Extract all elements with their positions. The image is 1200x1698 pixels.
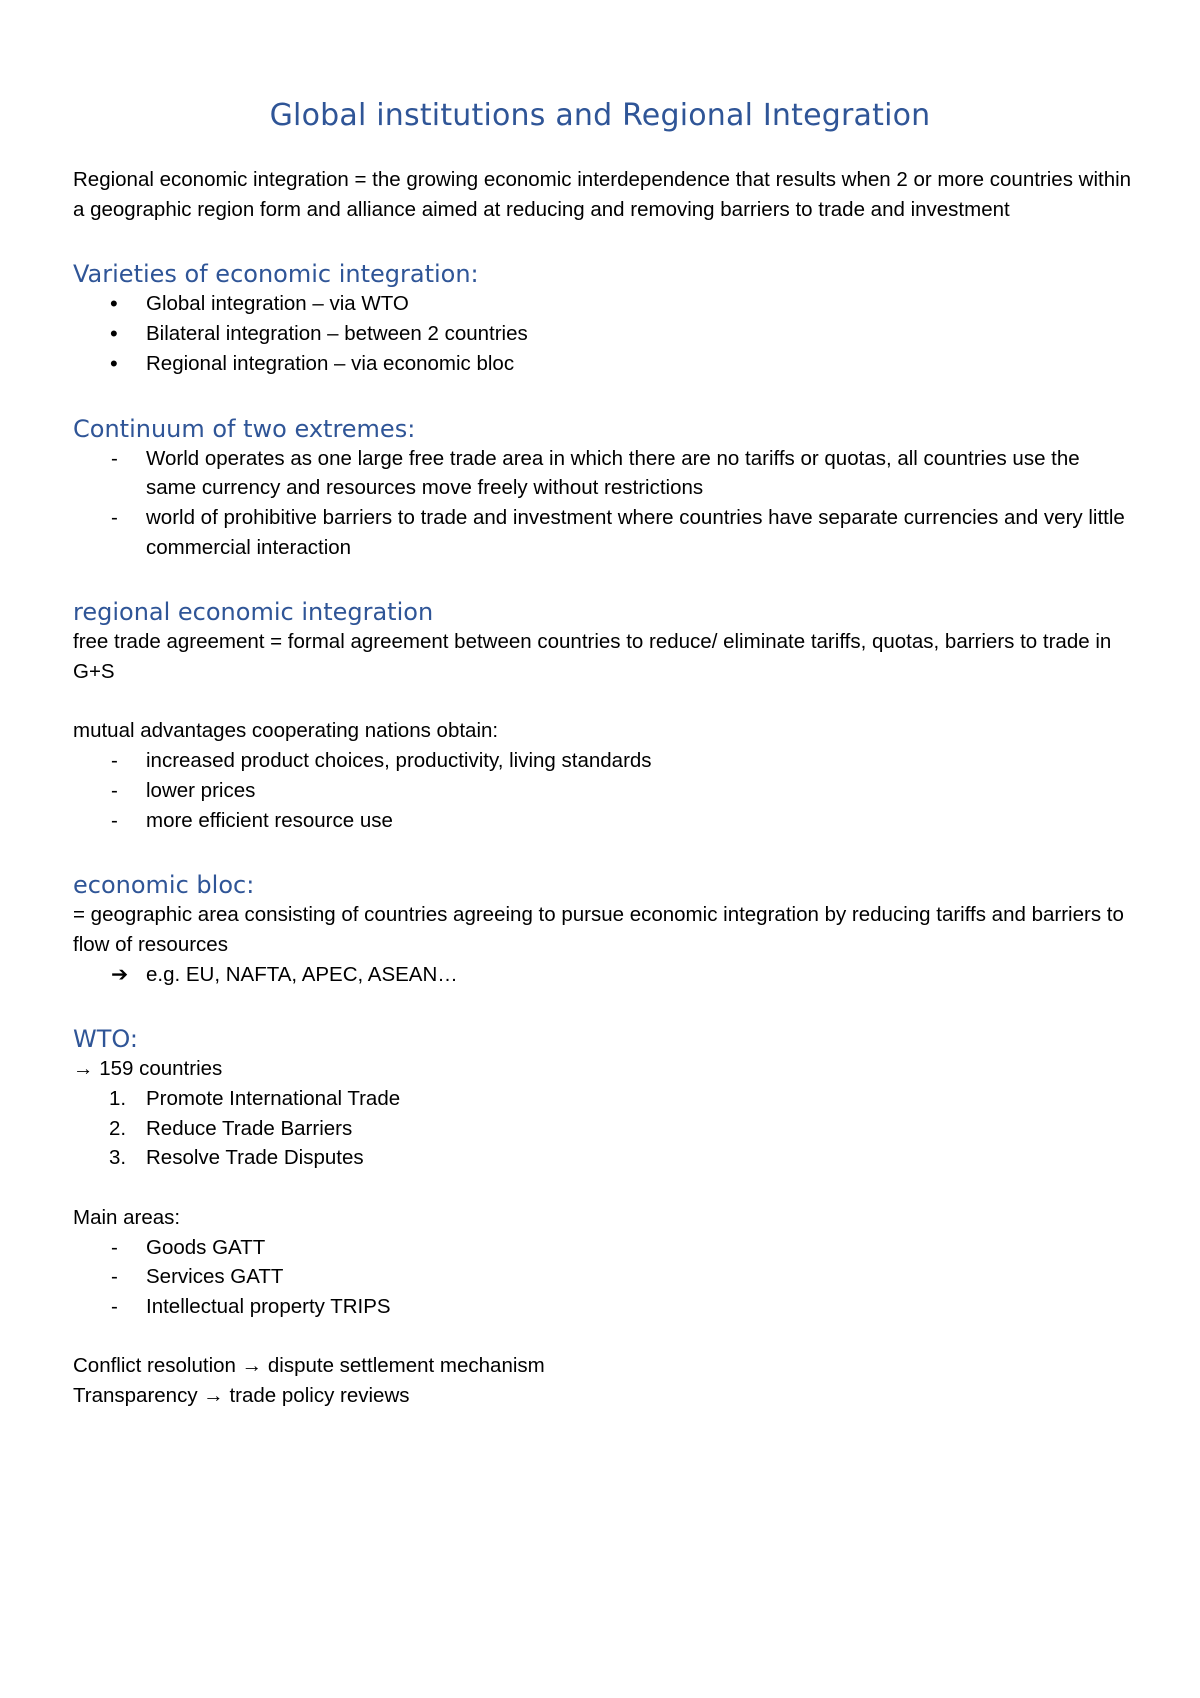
list-item [73, 1084, 1133, 1114]
list-item [73, 806, 1133, 836]
dash-marker: - [111, 778, 118, 802]
list-item [73, 1292, 1133, 1322]
transparency-line [73, 1381, 1133, 1411]
document-body [73, 165, 1133, 1411]
list-item-text: Promote International Trade [146, 1087, 401, 1111]
list-item [73, 1114, 1133, 1144]
intro-paragraph: Regional economic integration = the growing economic interdependence that results when 2 or more countries within a geographic region form and alliance aimed at reducing and removing barriers to trade and investment [73, 168, 1132, 221]
list-number: 3. [109, 1146, 127, 1170]
list-item [73, 319, 1133, 349]
arrow-icon: → [73, 1057, 94, 1081]
fta-definition: free trade agreement = formal agreement between countries to reduce/ eliminate tariffs, quotas, barriers to trade in G+S [73, 630, 1112, 684]
varieties-heading: Varieties of economic integration: [73, 260, 479, 289]
list-item-text: Bilateral integration – between 2 countries [146, 322, 528, 346]
varieties-list [73, 289, 1133, 378]
transparency-label: Transparency [73, 1384, 198, 1408]
list-item [73, 289, 1133, 319]
spacer [73, 1173, 1133, 1203]
arrow-icon: → [203, 1384, 224, 1408]
main-areas-intro: Main areas: [73, 1205, 181, 1229]
arrow-icon: → [241, 1354, 263, 1378]
wto-heading: WTO: [73, 1025, 138, 1054]
conflict-resolution-line [73, 1351, 1133, 1381]
continuum-list [73, 444, 1133, 563]
list-number: 1. [109, 1087, 127, 1111]
list-item [73, 444, 1133, 503]
advantages-list [73, 746, 1133, 835]
list-item-text: Global integration – via WTO [146, 292, 409, 316]
list-item-text: world of prohibitive barriers to trade and investment where countries have separate currencies and very little commercial interaction [146, 505, 1125, 559]
list-number: 2. [109, 1116, 127, 1140]
transparency-value: trade policy reviews [229, 1384, 410, 1408]
list-item-text: Intellectual property TRIPS [146, 1294, 391, 1318]
dash-marker: - [111, 1235, 118, 1259]
wto-countries-text: 159 countries [99, 1057, 223, 1081]
list-item [73, 1262, 1133, 1292]
dash-marker: - [111, 446, 118, 470]
list-item-text: Regional integration – via economic bloc [146, 351, 515, 375]
regional-heading: regional economic integration [73, 598, 434, 627]
list-item-text: more efficient resource use [146, 808, 393, 832]
wto-countries [73, 1054, 1133, 1084]
dash-marker: - [111, 1265, 118, 1289]
spacer [73, 1322, 1133, 1352]
list-item [73, 503, 1133, 562]
bullet-icon: • [110, 321, 118, 347]
dash-marker: - [111, 1294, 118, 1318]
list-item-text: World operates as one large free trade area in which there are no tariffs or quotas, all countries use the same currency and resources move freely without restrictions [146, 446, 1080, 500]
advantages-intro: mutual advantages cooperating nations obtain: [73, 719, 499, 743]
list-item-text: increased product choices, productivity, living standards [146, 749, 652, 773]
bloc-example-text: e.g. EU, NAFTA, APEC, ASEAN… [146, 962, 458, 986]
list-item-text: Services GATT [146, 1265, 284, 1289]
continuum-heading: Continuum of two extremes: [73, 414, 416, 443]
conflict-value: dispute settlement mechanism [267, 1354, 545, 1378]
conflict-label: Conflict resolution [73, 1354, 236, 1378]
bloc-example [73, 960, 1133, 990]
bloc-heading: economic bloc: [73, 871, 255, 900]
list-item [73, 1233, 1133, 1263]
dash-marker: - [111, 749, 118, 773]
list-item [73, 1143, 1133, 1173]
page-title: Global institutions and Regional Integration [269, 98, 931, 133]
bullet-icon: • [110, 350, 118, 376]
main-areas-list [73, 1233, 1133, 1322]
list-item-text: Goods GATT [146, 1235, 266, 1259]
list-item [73, 746, 1133, 776]
list-item [73, 776, 1133, 806]
dash-marker: - [111, 808, 118, 832]
bullet-icon: • [110, 291, 118, 317]
list-item-text: lower prices [146, 778, 256, 802]
list-item [73, 349, 1133, 379]
wto-goals-list [73, 1084, 1133, 1173]
spacer [73, 687, 1133, 717]
bloc-definition: = geographic area consisting of countries agreeing to pursue economic integration by reducing tariffs and barriers to flow of resources [73, 903, 1124, 956]
arrow-icon: ➔ [111, 962, 129, 986]
dash-marker: - [111, 505, 118, 529]
list-item-text: Reduce Trade Barriers [146, 1116, 353, 1140]
list-item-text: Resolve Trade Disputes [146, 1146, 364, 1170]
